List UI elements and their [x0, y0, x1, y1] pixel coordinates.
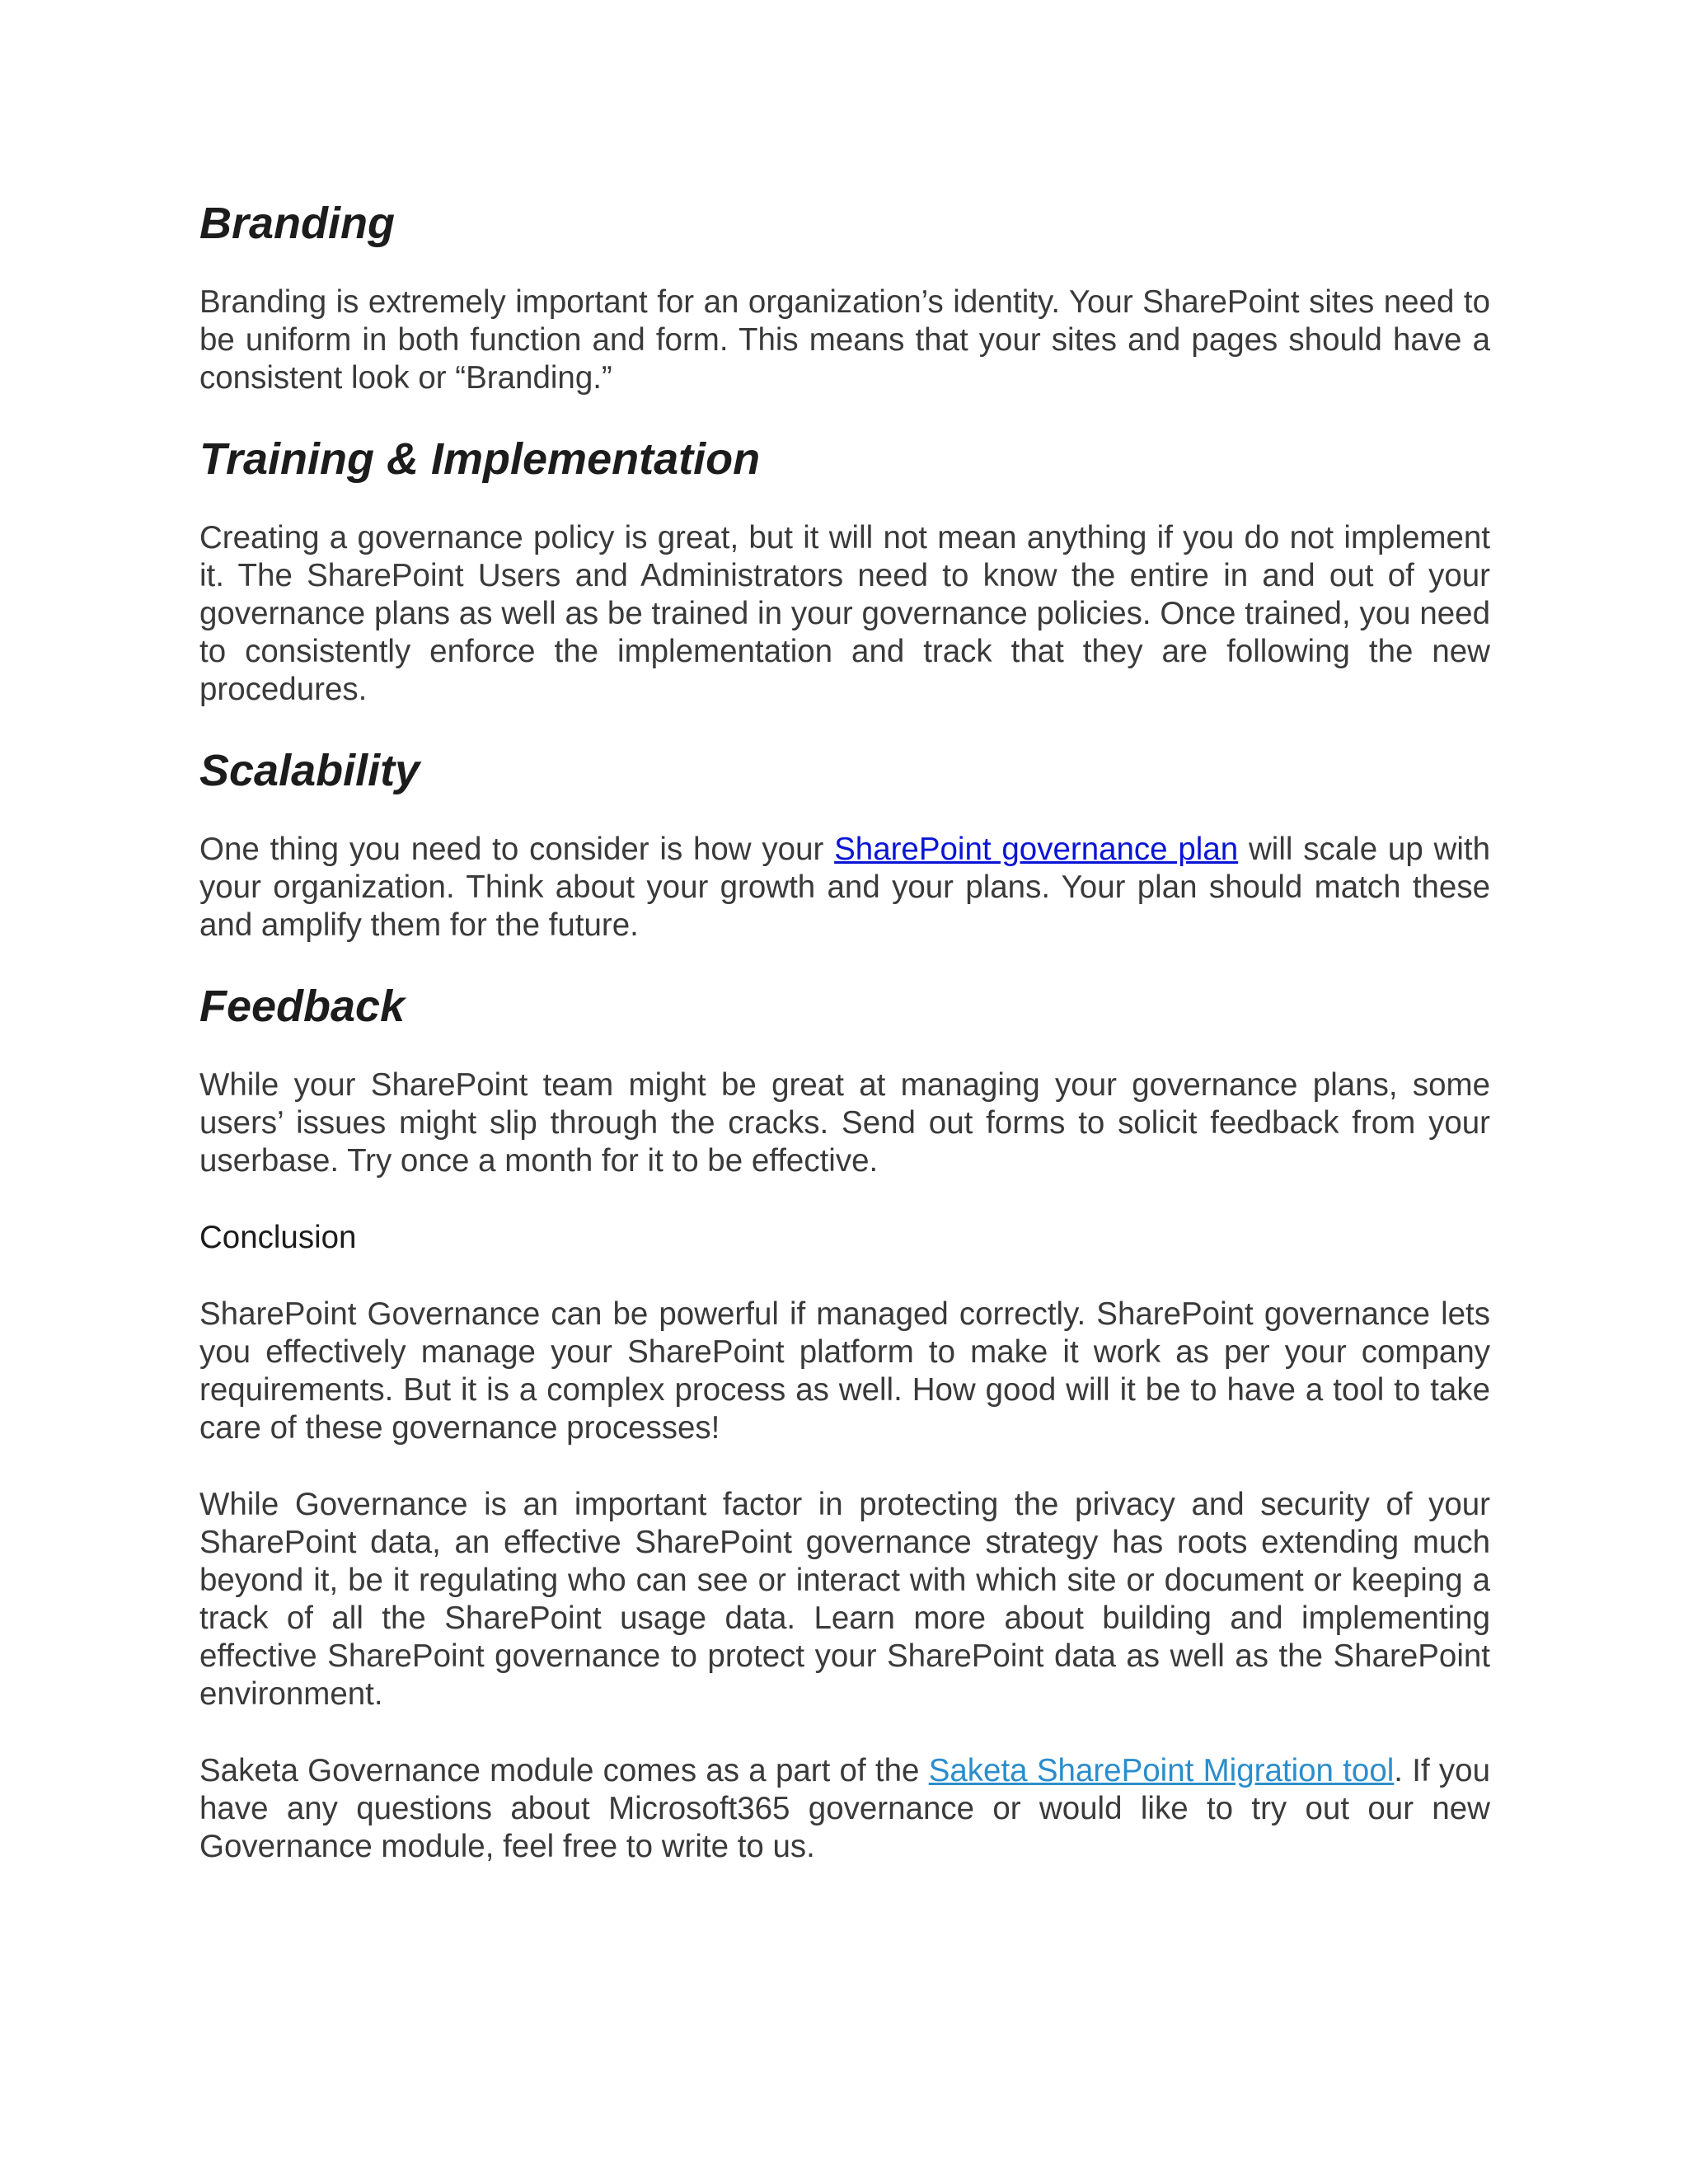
conclusion-paragraph-2: While Governance is an important factor in protecting the privacy and security of your SharePoint data, an effective SharePoint governance strategy has roots extending much beyond it, be it regulating who can see or interact with which site or document or keeping a track of all the SharePoint usage data. Learn more about building and implementing effective SharePoint governance to protect your SharePoint data as well as the SharePoint environment. — [199, 1487, 1490, 1712]
saketa-text-before-link: Saketa Governance module comes as a part of the — [199, 1753, 929, 1788]
scalability-text-after-link: will scale up with your organization. Think about your growth and your plans. Your plan should match these and amplify them for the future. — [199, 832, 1491, 943]
conclusion-paragraph-1: SharePoint Governance can be powerful if managed correctly. SharePoint governance lets you effectively manage your SharePoint platform to make it work as per your company requirements. But it is a complex process as well. How good will it be to have a tool to take care of these governance processes! — [199, 1296, 1490, 1446]
feedback-paragraph: While your SharePoint team might be great at managing your governance plans, some users’ issues might slip through the cracks. Send out forms to solicit feedback from your userbase. Try once a month for it to be effective. — [199, 1067, 1490, 1179]
branding-heading: Branding — [199, 199, 395, 248]
conclusion-paragraph-3 — [199, 1752, 1490, 1866]
scalability-paragraph — [199, 831, 1490, 944]
sharepoint-governance-plan-link[interactable]: SharePoint governance plan — [834, 832, 1239, 867]
branding-paragraph: Branding is extremely important for an organization’s identity. Your SharePoint sites need to be uniform in both function and form. This means that your sites and pages should have a consistent look or “Branding.” — [199, 284, 1490, 396]
feedback-heading: Feedback — [199, 982, 406, 1031]
scalability-heading: Scalability — [199, 746, 420, 795]
training-heading: Training & Implementation — [199, 434, 761, 484]
saketa-migration-tool-link[interactable]: Saketa SharePoint Migration tool — [928, 1753, 1395, 1788]
scalability-text-before-link: One thing you need to consider is how your — [199, 832, 835, 867]
document-content — [199, 194, 1490, 1866]
conclusion-heading: Conclusion — [199, 1220, 357, 1255]
saketa-text-after-link: . If you have any questions about Microsoft365 governance or would like to try out our new Governance module, feel free to write to us. — [199, 1753, 1490, 1864]
training-paragraph: Creating a governance policy is great, but it will not mean anything if you do not implement it. The SharePoint Users and Administrators need to know the entire in and out of your governance plans as well as be trained in your governance policies. Once trained, you need to consistently enforce the implementation and track that they are following the new procedures. — [199, 520, 1490, 707]
